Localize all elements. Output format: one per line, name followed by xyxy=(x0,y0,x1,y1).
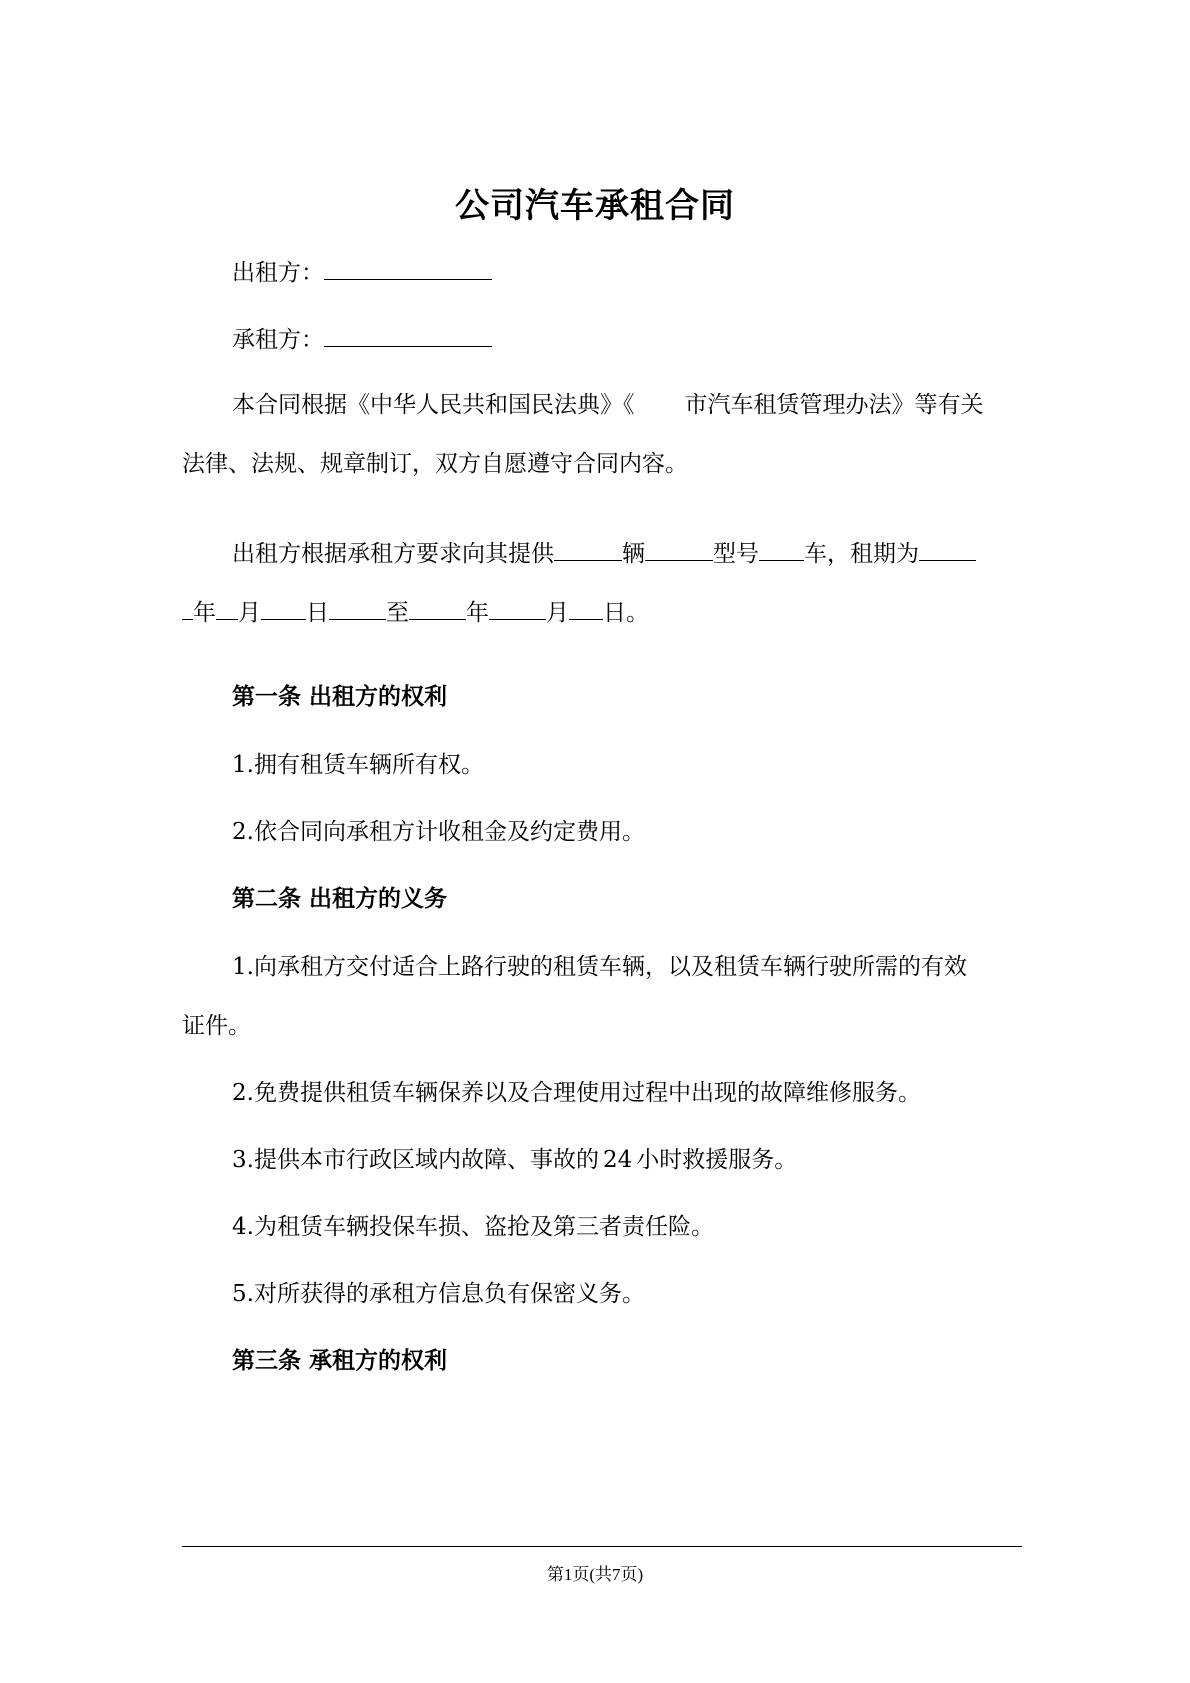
start-day-blank[interactable] xyxy=(261,595,306,620)
intro-text-a: 本合同根据《中华人民共和国民法典》《 xyxy=(232,392,635,418)
intro-line-2: 法律、法规、规章制订，双方自愿遵守合同内容。 xyxy=(182,451,688,477)
document-title: 公司汽车承租合同 xyxy=(455,186,735,226)
item-text: 免费提供租赁车辆保养以及合理使用过程中出现的故障维修服务。 xyxy=(253,1080,921,1106)
start-month-blank[interactable] xyxy=(216,595,238,620)
item-text: 为租赁车辆投保车损、盗抢及第三者责任险。 xyxy=(253,1214,714,1240)
item-number: 1. xyxy=(232,752,254,778)
provision-seg6: 月 xyxy=(238,600,261,626)
article2-item-1-line-1 xyxy=(232,952,1022,982)
provision-line-1 xyxy=(232,536,1022,569)
end-month-blank[interactable] xyxy=(489,595,546,620)
item-text: 向承租方交付适合上路行驶的租赁车辆，以及租赁车辆行驶所需的有效 xyxy=(253,954,967,980)
start-year-blank-a[interactable] xyxy=(919,536,976,561)
vehicle-model-blank[interactable] xyxy=(645,536,713,561)
provision-seg11: 日。 xyxy=(603,600,649,626)
provision-seg1: 出租方根据承租方要求向其提供 xyxy=(232,541,554,567)
provision-seg9: 年 xyxy=(466,600,489,626)
item-number: 3. xyxy=(232,1147,254,1173)
lessor-label: 出租方： xyxy=(232,260,324,286)
vehicle-count-blank[interactable] xyxy=(554,536,622,561)
item-number: 4. xyxy=(232,1214,254,1240)
article2-item-3 xyxy=(232,1145,1022,1175)
provision-seg4: 车，租期为 xyxy=(804,541,919,567)
provision-seg5: 年 xyxy=(193,600,216,626)
item-number: 1. xyxy=(232,954,254,980)
article1-item-2 xyxy=(232,817,1022,847)
article2-item-1-line-2: 证件。 xyxy=(182,1013,251,1039)
lessor-blank[interactable] xyxy=(324,255,492,280)
item-text-b: 小时救援服务。 xyxy=(636,1147,798,1173)
article2-heading: 第二条 出租方的义务 xyxy=(232,886,448,912)
article2-item-2 xyxy=(232,1078,1022,1108)
vehicle-type-blank[interactable] xyxy=(759,536,804,561)
provision-line-2 xyxy=(182,595,1022,628)
intro-text-b: 市汽车租赁管理办法》等有关 xyxy=(684,392,984,418)
item-text: 对所获得的承租方信息负有保密义务。 xyxy=(253,1281,645,1307)
item-text: 拥有租赁车辆所有权。 xyxy=(253,752,484,778)
lessee-label: 承租方： xyxy=(232,327,324,353)
provision-seg2: 辆 xyxy=(622,541,645,567)
lessor-line xyxy=(232,255,1022,288)
page-number: 第1页(共7页) xyxy=(546,1565,644,1584)
item-text-a: 提供本市行政区域内故障、事故的 xyxy=(253,1147,599,1173)
item-number: 2. xyxy=(232,1080,254,1106)
end-gap-blank[interactable] xyxy=(329,595,386,620)
article1-heading: 第一条 出租方的权利 xyxy=(232,684,448,710)
lessee-blank[interactable] xyxy=(324,322,492,347)
provision-seg7: 日 xyxy=(306,600,329,626)
article3-heading: 第三条 承租方的权利 xyxy=(232,1348,448,1374)
lessee-line xyxy=(232,322,1022,355)
provision-seg10: 月 xyxy=(546,600,569,626)
intro-line-1 xyxy=(232,390,1022,420)
hours-value: 24 xyxy=(602,1147,633,1173)
end-day-blank[interactable] xyxy=(569,595,603,620)
item-text: 依合同向承租方计收租金及约定费用。 xyxy=(253,819,645,845)
provision-seg8: 至 xyxy=(386,600,409,626)
start-year-blank-b[interactable] xyxy=(182,595,193,620)
article2-item-5 xyxy=(232,1279,1022,1309)
footer-divider xyxy=(182,1546,1022,1547)
item-number: 2. xyxy=(232,819,254,845)
item-number: 5. xyxy=(232,1281,254,1307)
provision-seg3: 型号 xyxy=(713,541,759,567)
article2-item-4 xyxy=(232,1212,1022,1242)
end-year-blank[interactable] xyxy=(409,595,466,620)
article1-item-1 xyxy=(232,750,1022,780)
